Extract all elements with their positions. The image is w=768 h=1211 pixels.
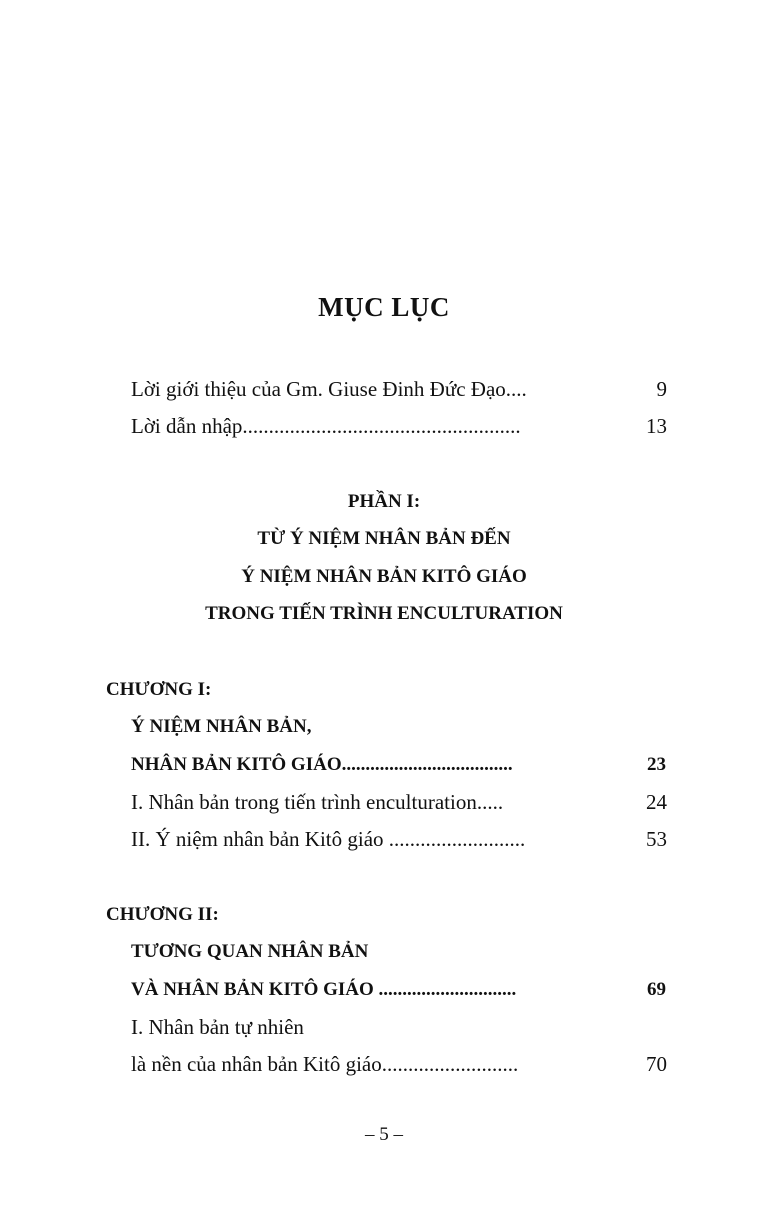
- page-number: – 5 –: [365, 1124, 403, 1145]
- toc-entry-section: [131, 1049, 667, 1079]
- toc-entry-text: là nền của nhân bản Kitô giáo..........................: [131, 1052, 519, 1076]
- toc-entry-text: Lời giới thiệu của Gm. Giuse Đinh Đức Đạo....: [131, 377, 527, 401]
- toc-entry-page: 69: [647, 979, 666, 1000]
- toc-entry-text: VÀ NHÂN BẢN KITÔ GIÁO .............................: [131, 979, 517, 1000]
- toc-entry-section: [131, 787, 667, 817]
- toc-entry-intro: [131, 374, 667, 404]
- part-title-line: TRONG TIẾN TRÌNH ENCULTURATION: [205, 603, 563, 624]
- toc-entry-text: I. Nhân bản trong tiến trình enculturation.....: [131, 790, 504, 814]
- toc-entry-chapter2: [131, 975, 666, 1005]
- toc-entry-text: Lời dẫn nhập.....................................................: [131, 414, 521, 438]
- chapter-label: CHƯƠNG II:: [106, 904, 219, 925]
- toc-entry-page: 53: [646, 827, 667, 851]
- toc-entry-page: 23: [647, 754, 666, 775]
- toc-entry-page: 9: [656, 377, 667, 401]
- toc-entry-page: 13: [646, 414, 667, 438]
- chapter-label: CHƯƠNG I:: [106, 679, 212, 700]
- toc-entry-text: II. Ý niệm nhân bản Kitô giáo ..........................: [131, 827, 526, 851]
- chapter-title-line: TƯƠNG QUAN NHÂN BẢN: [131, 941, 369, 962]
- toc-entry-page: 24: [646, 790, 667, 814]
- part-title-line: Ý NIỆM NHÂN BẢN KITÔ GIÁO: [241, 566, 527, 587]
- toc-entry-preface: [131, 411, 667, 441]
- toc-entry-section: [131, 824, 667, 854]
- part-title-line: TỪ Ý NIỆM NHÂN BẢN ĐẾN: [257, 528, 511, 549]
- section-title-line: I. Nhân bản tự nhiên: [131, 1015, 304, 1039]
- part-label: PHẦN I:: [347, 491, 421, 512]
- toc-entry-chapter1: [131, 750, 666, 780]
- page-title: MỤC LỤC: [318, 292, 450, 322]
- chapter-title-line: Ý NIỆM NHÂN BẢN,: [131, 716, 312, 737]
- toc-entry-page: 70: [646, 1052, 667, 1076]
- toc-entry-text: NHÂN BẢN KITÔ GIÁO....................................: [131, 754, 513, 775]
